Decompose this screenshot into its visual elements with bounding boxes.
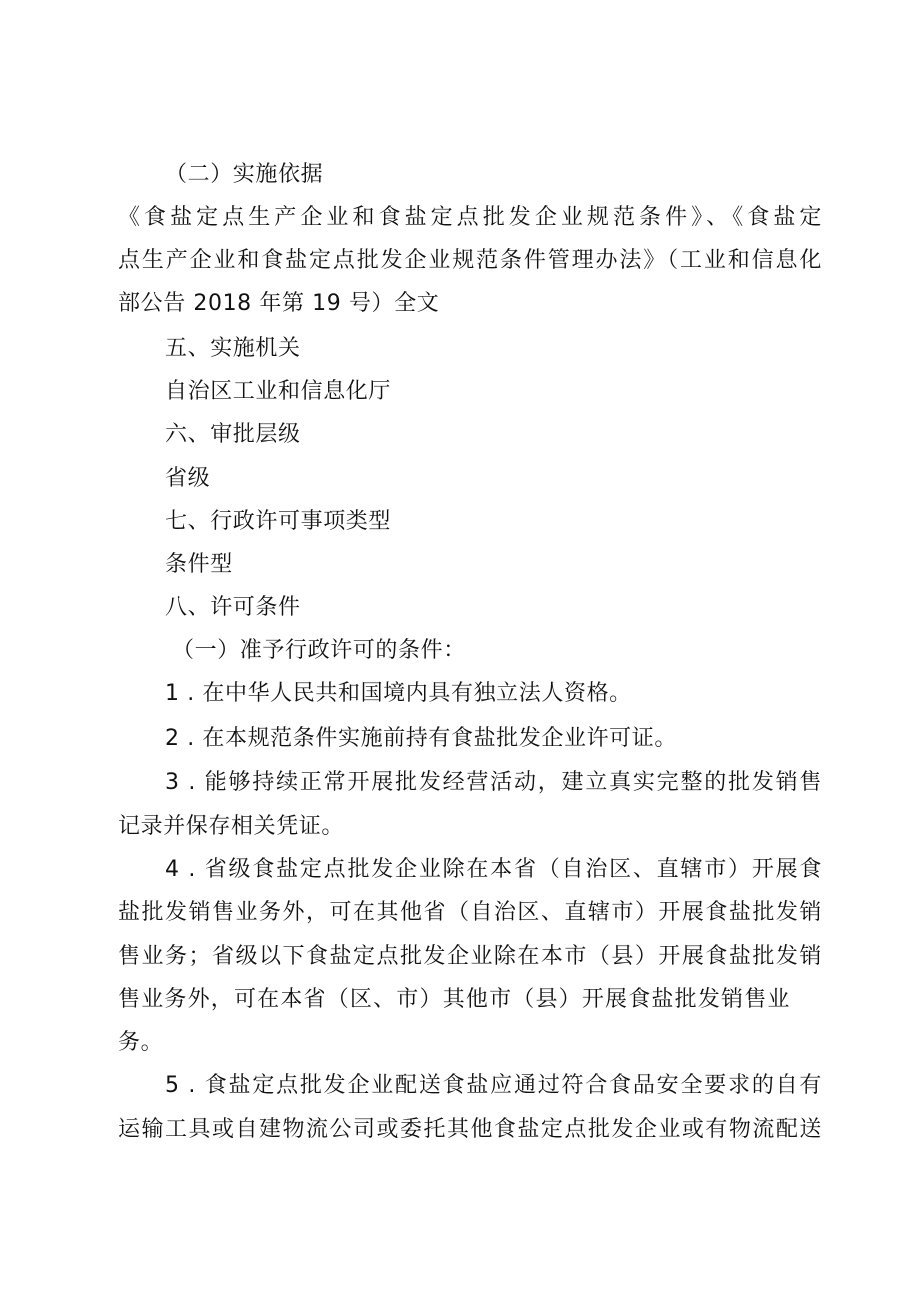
condition-item-4-line-2: 盐批发销售业务外，可在其他省（自治区、直辖市）开展食盐批发销 (118, 900, 822, 925)
level-heading: 六、审批层级 (165, 422, 301, 447)
type-value: 条件型 (165, 552, 233, 577)
agency-value: 自治区工业和信息化厅 (165, 379, 392, 404)
condition-item-4-line-1: 4 . 省级食盐定点批发企业除在本省（自治区、直辖市）开展食 (165, 857, 822, 882)
condition-item-2-line-1: 2 . 在本规范条件实施前持有食盐批发企业许可证。 (165, 726, 677, 751)
conditions-heading: 八、许可条件 (165, 595, 301, 620)
condition-item-4-line-4: 售业务外，可在本省（区、市）其他市（县）开展食盐批发销售业 (118, 987, 790, 1012)
condition-item-3-line-1: 3 . 能够持续正常开展批发经营活动，建立真实完整的批发销售 (165, 770, 822, 795)
agency-heading: 五、实施机关 (165, 336, 301, 361)
basis-line-2: 点生产企业和食盐定点批发企业规范条件管理办法》（工业和信息化 (118, 248, 822, 273)
condition-item-5-line-2: 运输工具或自建物流公司或委托其他食盐定点批发企业或有物流配送 (118, 1117, 822, 1142)
level-value: 省级 (165, 466, 211, 491)
conditions-subheading: （一）准予行政许可的条件： (172, 638, 466, 663)
basis-heading: （二）实施依据 (165, 162, 324, 187)
condition-item-4-line-3: 售业务；省级以下食盐定点批发企业除在本市（县）开展食盐批发销 (118, 944, 822, 969)
condition-item-4-line-5: 务。 (118, 1030, 164, 1055)
condition-item-1-line-1: 1 . 在中华人民共和国境内具有独立法人资格。 (165, 681, 632, 706)
type-heading: 七、行政许可事项类型 (165, 509, 392, 534)
basis-line-1: 《食盐定点生产企业和食盐定点批发企业规范条件》、《食盐定 (118, 205, 822, 230)
basis-line-3: 部公告 2018 年第 19 号）全文 (118, 291, 440, 316)
condition-item-5-line-1: 5 . 食盐定点批发企业配送食盐应通过符合食品安全要求的自有 (165, 1073, 822, 1098)
condition-item-3-line-2: 记录并保存相关凭证。 (118, 814, 345, 839)
